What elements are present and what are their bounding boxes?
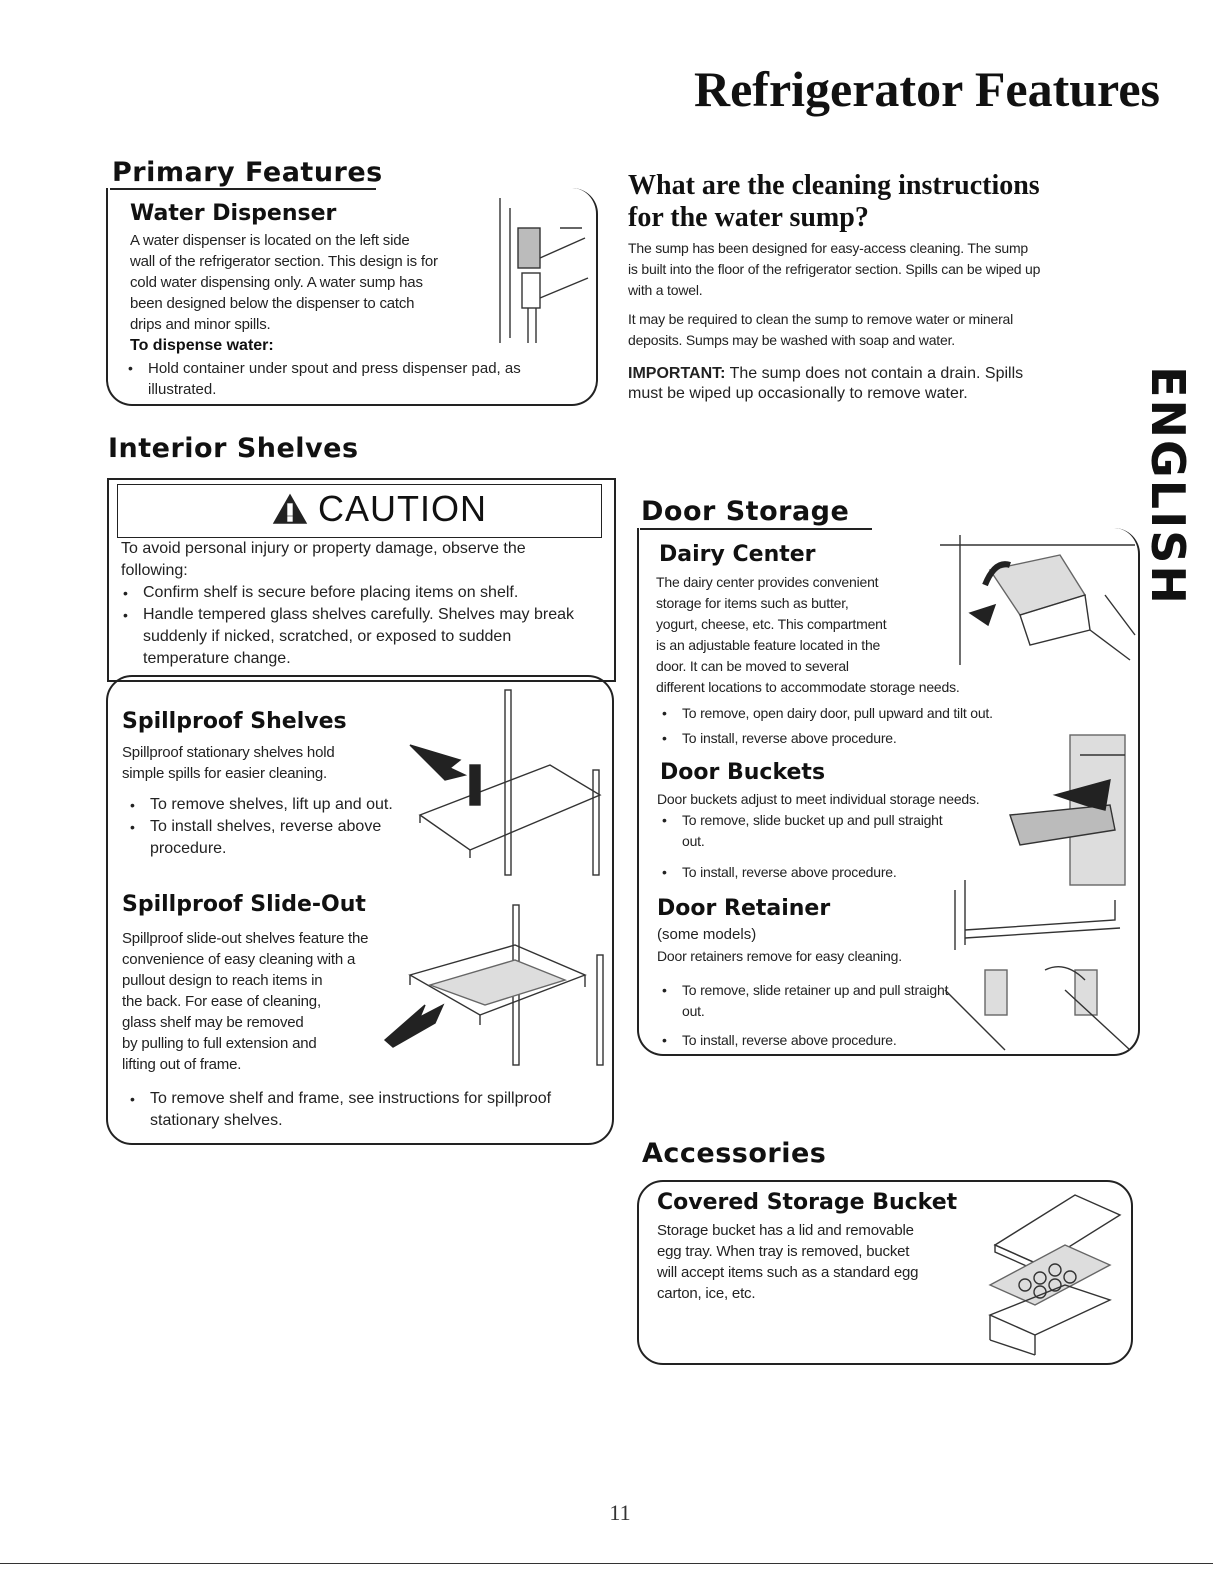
list-item: • Handle tempered glass shelves carefully. Shelves may break suddenly if nicked, scratched, or exposed to sudden temperature change. (113, 604, 598, 670)
spillproof-shelves-text (122, 742, 422, 784)
text-line: is an adjustable feature located in the (656, 637, 881, 653)
warning-triangle-icon (272, 493, 308, 525)
water-dispenser-title: Water Dispenser (130, 201, 337, 226)
text-line: been designed below the dispenser to catch (130, 295, 415, 312)
door-retainer-title: Door Retainer (657, 896, 831, 921)
cleaning-paragraph-2 (628, 309, 1148, 351)
list-item: • To install, reverse above procedure. (652, 726, 1052, 751)
dispense-subhead: To dispense water: (130, 337, 274, 354)
important-label: IMPORTANT: (628, 365, 726, 382)
door-buckets-title: Door Buckets (660, 760, 826, 785)
page-title: Refrigerator Features (694, 61, 1160, 117)
list-item: • Confirm shelf is secure before placing items on shelf. (113, 582, 598, 604)
spillproof-shelves-title: Spillproof Shelves (122, 709, 347, 734)
text-line: It may be required to clean the sump to remove water or mineral (628, 311, 1014, 327)
text-line: egg tray. When tray is removed, bucket (657, 1243, 910, 1260)
list-item: • To remove shelves, lift up and out. (120, 794, 420, 816)
spillproof-slideout-title: Spillproof Slide-Out (122, 892, 366, 917)
list-item: • Hold container under spout and press dispenser pad, as illustrated. (118, 358, 578, 400)
text-line: drips and minor spills. (130, 316, 271, 333)
text-line: A water dispenser is located on the left side (130, 232, 410, 249)
spillproof-slideout-bullets (120, 1088, 600, 1132)
caution-bullets (113, 582, 598, 670)
text-line: pullout design to reach items in (122, 972, 323, 989)
door-retainer-text: Door retainers remove for easy cleaning. (657, 948, 902, 964)
accessories-heading: Accessories (642, 1138, 827, 1169)
text-line: door. It can be moved to several (656, 658, 849, 674)
covered-bucket-text (657, 1220, 987, 1304)
water-dispenser-text (130, 230, 490, 335)
water-dispenser-illustration (470, 198, 590, 343)
text-line: with a towel. (628, 282, 703, 298)
dairy-center-illustration (940, 535, 1135, 670)
language-tab-label: ENGLISH (1141, 366, 1196, 606)
door-retainer-bullets (652, 980, 952, 1051)
covered-bucket-title: Covered Storage Bucket (657, 1190, 958, 1215)
text-line: deposits. Sumps may be washed with soap and water. (628, 332, 955, 348)
text-line: carton, ice, etc. (657, 1285, 756, 1302)
primary-features-heading: Primary Features (112, 157, 383, 188)
list-item: • To remove, open dairy door, pull upward and tilt out. (652, 701, 1052, 726)
spillproof-slideout-text (122, 928, 422, 1075)
list-item: • To install, reverse above procedure. (652, 1030, 952, 1051)
text-line: convenience of easy cleaning with a (122, 951, 356, 968)
interior-shelves-heading: Interior Shelves (108, 433, 359, 464)
text-line: lifting out of frame. (122, 1056, 242, 1073)
spillproof-shelves-bullets (120, 794, 420, 860)
door-retainer-illustration (945, 870, 1135, 1055)
text-line: by pulling to full extension and (122, 1035, 317, 1052)
text-line: will accept items such as a standard egg (657, 1264, 919, 1281)
bottom-rule (0, 1563, 1213, 1564)
storage-bucket-illustration (985, 1190, 1125, 1360)
dispense-bullets (118, 358, 578, 400)
text-line: Storage bucket has a lid and removable (657, 1222, 914, 1239)
list-item: • To install, reverse above procedure. (652, 862, 962, 883)
text-line: different locations to accommodate storage needs. (656, 679, 960, 695)
text-line: the back. For ease of cleaning, (122, 993, 321, 1010)
cleaning-heading-line: for the water sump? (628, 202, 869, 233)
door-bucket-illustration (1000, 735, 1130, 885)
text-line: Spillproof slide-out shelves feature the (122, 930, 369, 947)
text-line: simple spills for easier cleaning. (122, 765, 327, 782)
important-text: The sump does not contain a drain. Spills (725, 365, 1024, 382)
cleaning-paragraph-1 (628, 238, 1148, 301)
text-line: storage for items such as butter, (656, 595, 849, 611)
cleaning-heading-line: What are the cleaning instructions (628, 170, 1040, 201)
text-line: The sump has been designed for easy-access cleaning. The sump (628, 240, 1029, 256)
text-line: wall of the refrigerator section. This design is for (130, 253, 438, 270)
important-note (628, 364, 1138, 404)
door-buckets-bullets (652, 810, 962, 883)
cleaning-heading (628, 170, 1040, 234)
text-line: yogurt, cheese, etc. This compartment (656, 616, 887, 632)
door-retainer-subtitle: (some models) (657, 926, 757, 943)
list-item: • To remove shelf and frame, see instructions for spillproof stationary shelves. (120, 1088, 600, 1132)
caution-intro: To avoid personal injury or property damage, observe the following: (121, 540, 526, 579)
door-buckets-text: Door buckets adjust to meet individual storage needs. (657, 791, 980, 807)
caution-word: CAUTION (318, 488, 487, 529)
text-line: Spillproof stationary shelves hold (122, 744, 335, 761)
text-line: is built into the floor of the refrigerator section. Spills can be wiped up (628, 261, 1041, 277)
list-item: • To remove, slide bucket up and pull straight out. (652, 810, 962, 852)
dairy-center-bullets (652, 701, 1052, 751)
important-text: must be wiped up occasionally to remove water. (628, 385, 968, 402)
spillproof-shelf-illustration (400, 690, 605, 880)
list-item: • To install shelves, reverse above procedure. (120, 816, 420, 860)
list-item: • To remove, slide retainer up and pull straight out. (652, 980, 952, 1022)
dairy-center-title: Dairy Center (659, 542, 816, 567)
text-line: The dairy center provides convenient (656, 574, 879, 590)
text-line: cold water dispensing only. A water sump has (130, 274, 423, 291)
door-storage-heading: Door Storage (641, 496, 850, 527)
text-line: glass shelf may be removed (122, 1014, 304, 1031)
language-tab (1141, 366, 1196, 606)
page-number: 11 (609, 1500, 631, 1525)
slideout-shelf-illustration (385, 905, 605, 1070)
